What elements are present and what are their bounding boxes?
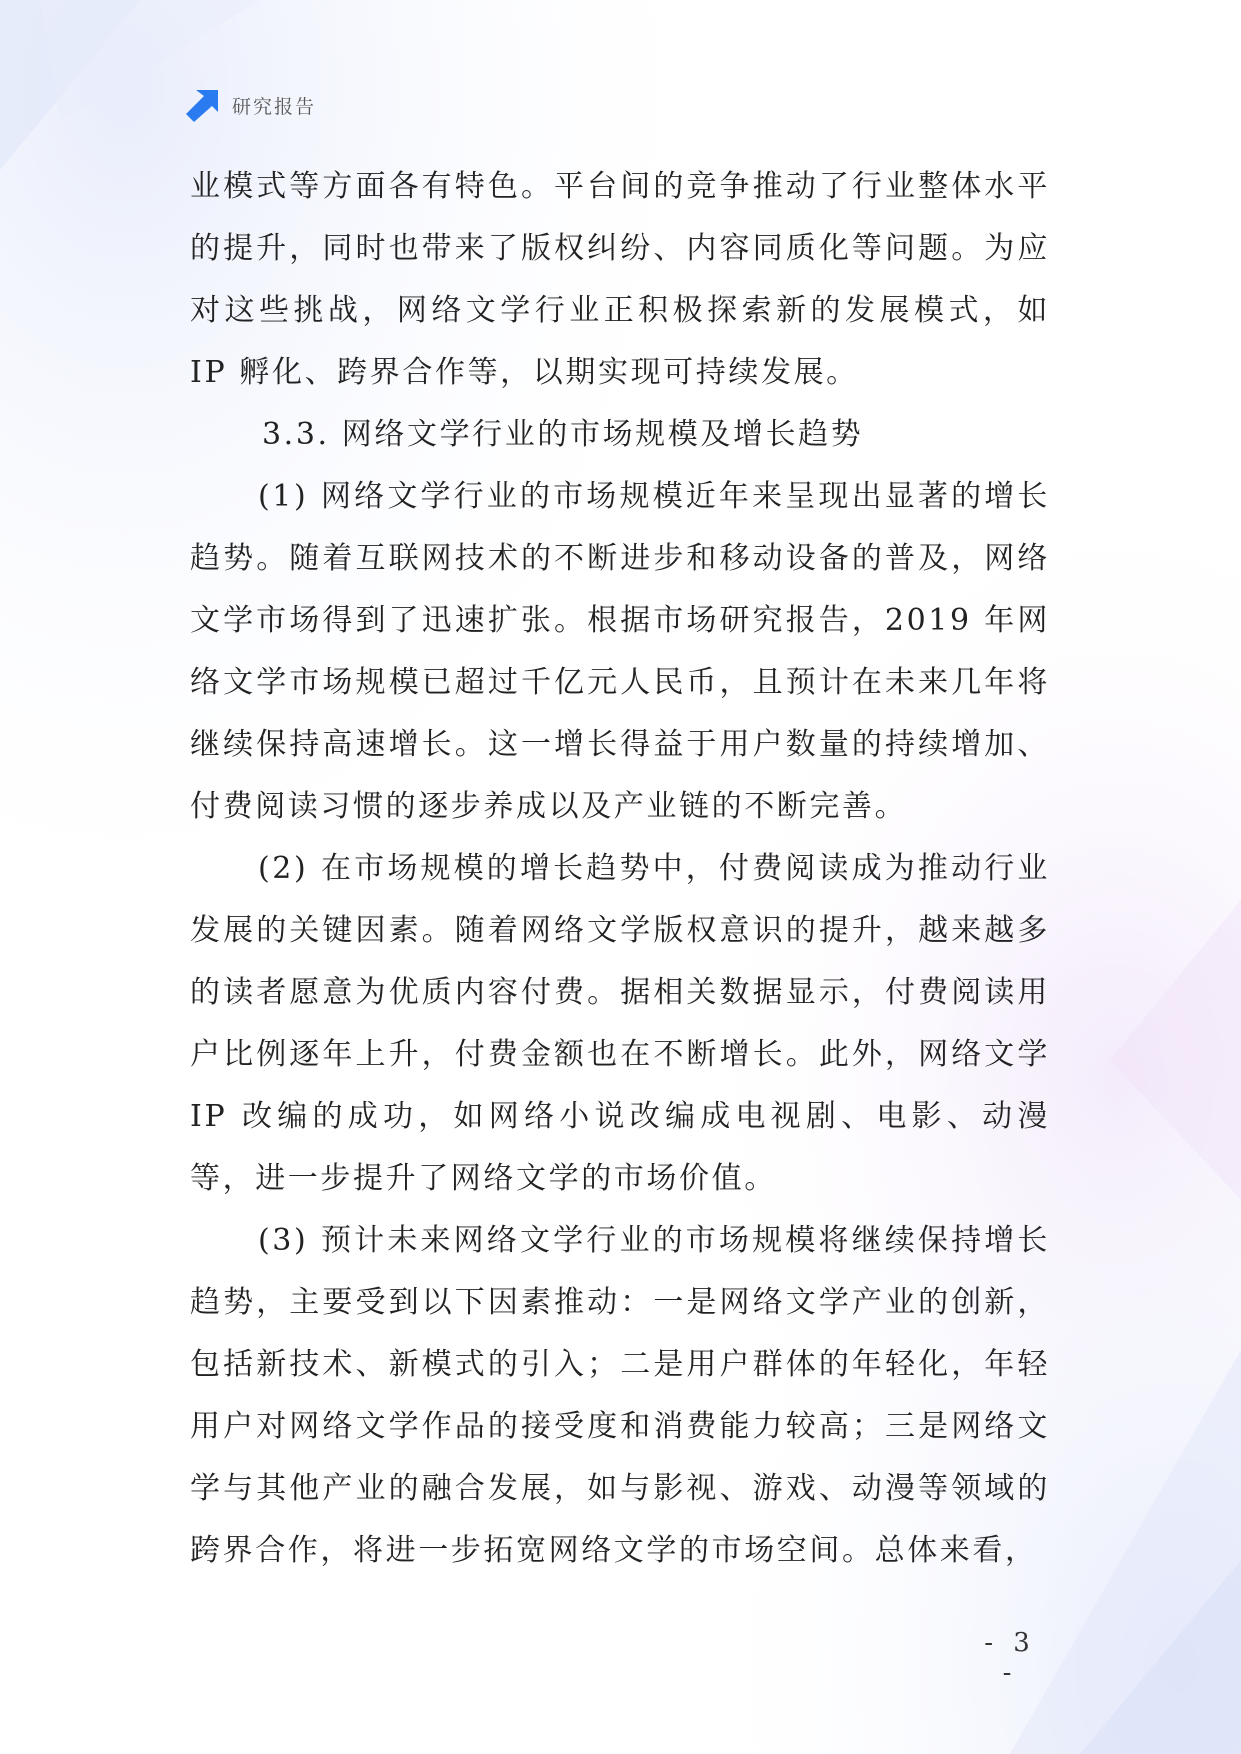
- paragraph-3: (3) 预计未来网络文学行业的市场规模将继续保持增长趋势，主要受到以下因素推动：一是网络文学产业的创新，包括新技术、新模式的引入；二是用户群体的年轻化，年轻用户对网络文学作品的接受度和消费能力较高；三是网络文学与其他产业的融合发展，如与影视、游戏、动漫等领域的跨界合作，将进一步拓宽网络文学的市场空间。总体来看，: [190, 1223, 1050, 1568]
- paragraph-continued: 业模式等方面各有特色。平台间的竞争推动了行业整体水平的提升，同时也带来了版权纠纷、内容同质化等问题。为应对这些挑战，网络文学行业正积极探索新的发展模式，如 IP 孵化、跨界合作等，以期实现可持续发展。: [190, 169, 1050, 390]
- document-body: [190, 156, 1050, 1582]
- page-number: - 3 -: [984, 1628, 1036, 1688]
- section-heading: 3.3. 网络文学行业的市场规模及增长趋势: [262, 417, 864, 452]
- paragraph-2: (2) 在市场规模的增长趋势中，付费阅读成为推动行业发展的关键因素。随着网络文学版权意识的提升，越来越多的读者愿意为优质内容付费。据相关数据显示，付费阅读用户比例逐年上升，付费金额也在不断增长。此外，网络文学 IP 改编的成功，如网络小说改编成电视剧、电影、动漫等，进一步提升了网络文学的市场价值。: [190, 851, 1050, 1196]
- paragraph-1: (1) 网络文学行业的市场规模近年来呈现出显著的增长趋势。随着互联网技术的不断进步和移动设备的普及，网络文学市场得到了迅速扩张。根据市场研究报告，2019 年网络文学市场规模已超过千亿元人民币，且预计在未来几年将继续保持高速增长。这一增长得益于用户数量的持续增加、付费阅读习惯的逐步养成以及产业链的不断完善。: [190, 479, 1050, 824]
- arrow-up-right-icon: [186, 88, 220, 122]
- report-header: [186, 88, 316, 122]
- header-title: 研究报告: [232, 95, 317, 118]
